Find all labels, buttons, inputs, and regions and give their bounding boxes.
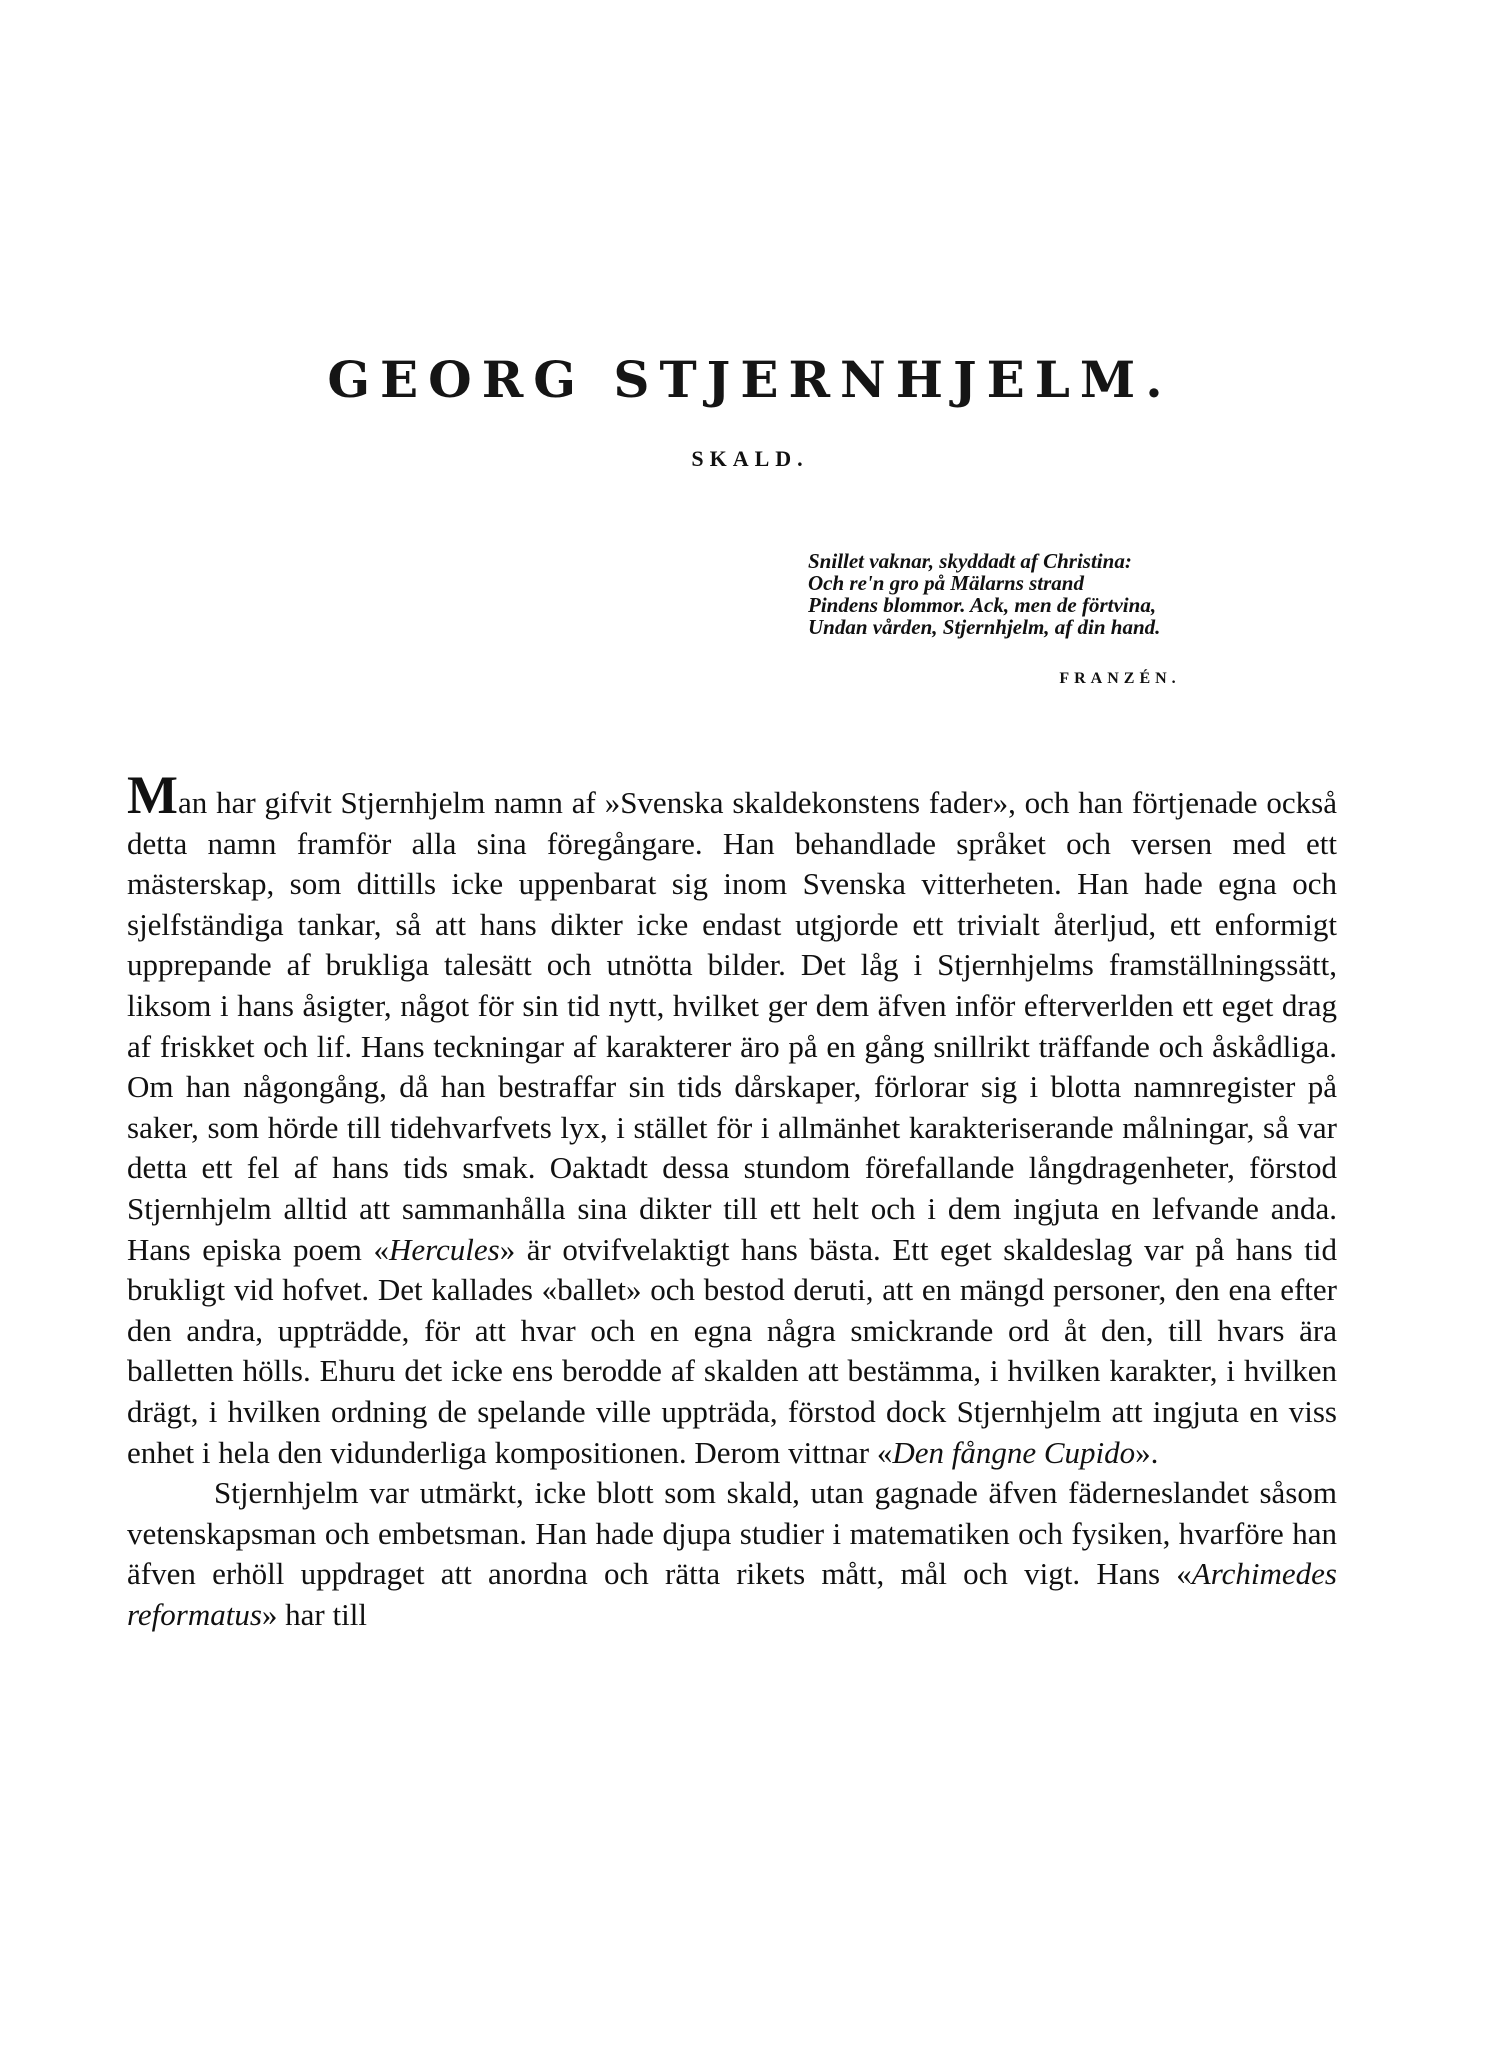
work-title-hercules: Hercules	[388, 1231, 500, 1267]
work-title-archimedes: Archimedes reformatus	[127, 1556, 1337, 1632]
drop-cap: M	[127, 765, 178, 825]
epigraph-line: Pindens blommor. Ack, men de förtvina,	[808, 593, 1157, 617]
work-title-cupido: Den fångne Cupido	[892, 1434, 1136, 1470]
epigraph-line: Snillet vaknar, skyddadt af Christina:	[808, 549, 1132, 573]
paragraph-text: ».	[1135, 1434, 1159, 1470]
paragraph-text: Stjernhjelm var utmärkt, icke blott som skald, utan gagnade äfven fäderneslandet såsom vetenskapsman och embetsman. Han hade djupa studier i matematiken och fysiken, hvarföre han äfven erhöll uppdraget att anordna och rätta rikets mått, mål och vigt. Hans «	[127, 1475, 1337, 1592]
paragraph-text: » har till	[261, 1596, 367, 1632]
paragraph-text: an har gifvit Stjernhjelm namn af »Svenska skaldekonstens fader», och han förtjenade också detta namn framför alla sina föregångare. Han behandlade språket och versen med ett mästerskap, som dittills icke uppenbarat sig inom Svenska vitterheten. Han hade egna och sjelfständiga tankar, så att hans dikter icke endast utgjorde ett trivialt återljud, ett enformigt upprepande af brukliga talesätt och utnötta bilder. Det låg i Stjernhjelms framställningssätt, liksom i hans åsigter, något för sin tid nytt, hvilket ger dem äfven inför efterverlden ett eget drag af friskket och lif. Hans teckningar af karakterer äro på en gång snillrikt träffande och åskådliga. Om han någongång, då han bestraffar sin tids dårskaper, förlorar sig i blotta namnregister på saker, som hörde till tidehvarfvets lyx, i stället för i allmänhet karakteriserande målningar, så var detta ett fel af hans tids smak. Oaktadt dessa stundom förefallande långdragenheter, förstod Stjernhjelm alltid att sammanhålla sina dikter till ett helt och i dem ingjuta en lefvande anda. Hans episka poem «	[127, 785, 1337, 1267]
paragraph-2	[127, 1473, 1337, 1635]
epigraph-line: Och re'n gro på Mälarns strand	[808, 571, 1084, 595]
epigraph	[808, 550, 1368, 638]
body-text	[127, 765, 1338, 1635]
paragraph-1	[127, 765, 1338, 1473]
page-title: GEORG STJERNHJELM.	[327, 350, 1173, 409]
epigraph-attribution: FRANZÉN.	[1059, 670, 1181, 687]
paragraph-text: » är otvifvelaktigt hans bästa. Ett eget skaldeslag var på hans tid brukligt vid hofvet. Det kallades «ballet» och bestod deruti, att en mängd personer, den ena efter den andra, uppträdde, för att hvar och en egna några smickrande ord åt den, till hvars ära balletten hölls. Ehuru det icke ens berodde af skalden att bestämma, i hvilken karakter, i hvilken drägt, i hvilken ordning de spelande ville uppträda, förstod dock Stjernhjelm att ingjuta en viss enhet i hela den vidunderliga kompositionen. Derom vittnar «	[127, 1231, 1338, 1470]
page-subtitle: SKALD.	[691, 446, 809, 471]
epigraph-line: Undan vården, Stjernhjelm, af din hand.	[808, 615, 1161, 639]
